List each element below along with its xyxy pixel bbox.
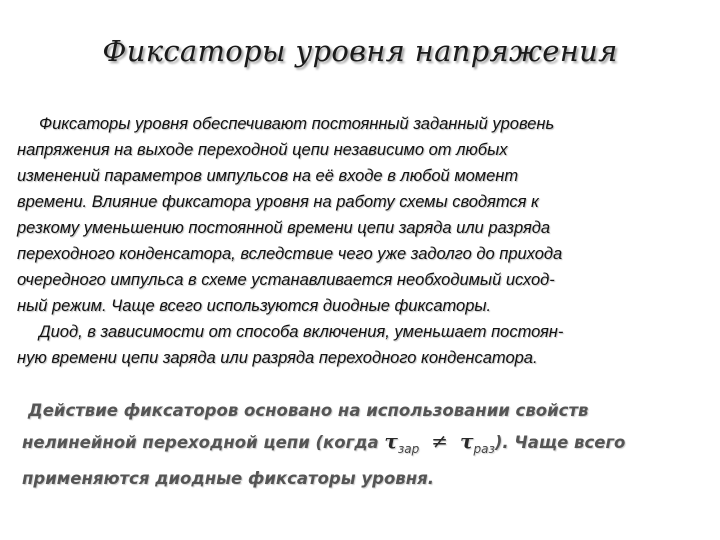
highlight-line: Действие фиксаторов основано на использовании свойств bbox=[28, 401, 589, 420]
body-line: напряжения на выходе переходной цепи независимо от любых bbox=[17, 141, 508, 159]
tau-symbol: τ bbox=[460, 429, 474, 453]
body-line: времени. Влияние фиксатора уровня на работу схемы сводятся к bbox=[17, 193, 539, 211]
highlight-line-with-formula bbox=[22, 426, 688, 464]
tau-discharge-formula bbox=[460, 429, 495, 456]
tau-charge-formula bbox=[384, 429, 420, 456]
body-line: ную времени цепи заряда или разряда переходного конденсатора. bbox=[17, 349, 538, 367]
highlight-text: ). Чаще всего bbox=[494, 433, 626, 452]
body-line: изменений параметров импульсов на её входе в любой момент bbox=[17, 167, 519, 185]
body-line: ный режим. Чаще всего используются диодные фиксаторы. bbox=[17, 297, 492, 315]
highlight-statement bbox=[22, 396, 688, 494]
body-line: переходного конденсатора, вследствие чего уже задолго до прихода bbox=[17, 245, 563, 263]
tau-subscript-charge: зар bbox=[397, 442, 420, 456]
body-line: Диод, в зависимости от способа включения, уменьшает постоян- bbox=[39, 323, 564, 341]
body-line: очередного импульса в схеме устанавливается необходимый исход- bbox=[17, 271, 555, 289]
highlight-line: применяются диодные фиксаторы уровня. bbox=[22, 469, 435, 488]
not-equal-symbol: ≠ bbox=[431, 429, 448, 453]
highlight-text: нелинейной переходной цепи (когда bbox=[22, 433, 385, 452]
body-paragraphs bbox=[17, 111, 707, 371]
tau-subscript-discharge: раз bbox=[473, 442, 495, 456]
slide-title: Фиксаторы уровня напряжения bbox=[102, 34, 618, 68]
body-line: резкому уменьшению постоянной времени цепи заряда или разряда bbox=[17, 219, 551, 237]
body-line: Фиксаторы уровня обеспечивают постоянный заданный уровень bbox=[39, 115, 555, 133]
tau-symbol: τ bbox=[384, 429, 398, 453]
